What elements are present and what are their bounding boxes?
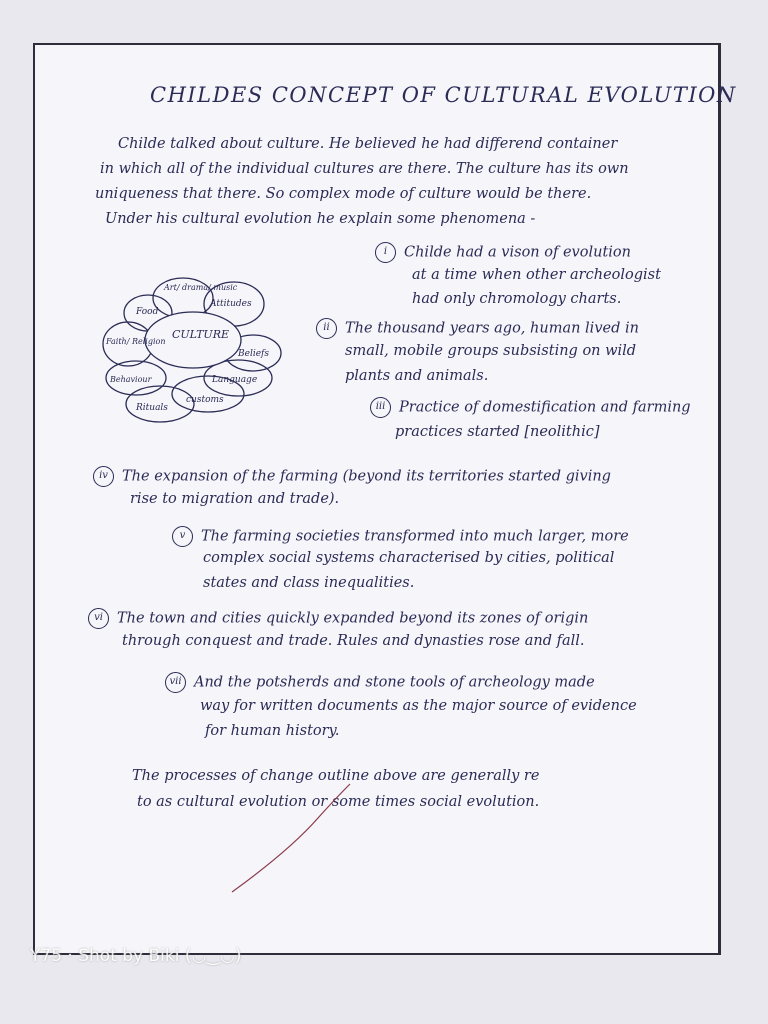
- petal-art: Art/ drama/ music: [164, 283, 238, 292]
- point-v: v The farming societies transformed into much larger, more: [172, 526, 629, 547]
- point-number: ii: [316, 318, 337, 339]
- petal-behaviour: Behaviour: [110, 375, 152, 384]
- conclusion-line-1: The processes of change outline above are generally re: [132, 768, 540, 784]
- diagram-center: CULTURE: [172, 328, 230, 341]
- point-iii-line-2: practices started [neolithic]: [395, 424, 600, 440]
- point-v-line-3: states and class inequalities.: [203, 575, 415, 591]
- point-number: vii: [165, 672, 186, 693]
- point-i-line-2: at a time when other archeologist: [412, 267, 661, 283]
- point-vi-line-2: through conquest and trade. Rules and dynasties rose and fall.: [122, 633, 585, 649]
- point-vii: vii And the potsherds and stone tools of archeology made: [165, 672, 595, 693]
- point-ii-line-2: small, mobile groups subsisting on wild: [345, 343, 637, 359]
- petal-beliefs: Beliefs: [238, 349, 269, 359]
- point-iv-line-2: rise to migration and trade).: [130, 491, 340, 507]
- camera-watermark: Y75 · Shot by Biki (◡‿◡): [30, 946, 242, 966]
- petal-faith: Faith/ Religion: [106, 337, 166, 346]
- petal-language: Language: [212, 375, 258, 385]
- point-v-line-2: complex social systems characterised by cities, political: [203, 550, 615, 566]
- point-iv: iv The expansion of the farming (beyond its territories started giving: [93, 466, 611, 487]
- point-number: iv: [93, 466, 114, 487]
- point-number: v: [172, 526, 193, 547]
- petal-customs: customs: [186, 395, 224, 405]
- point-i-line-3: had only chromology charts.: [412, 291, 622, 307]
- petal-rituals: Rituals: [136, 403, 168, 413]
- page-title: CHILDES CONCEPT OF CULTURAL EVOLUTION: [150, 83, 737, 107]
- point-ii: ii The thousand years ago, human lived in: [316, 318, 639, 339]
- point-i: i Childe had a vison of evolution: [375, 242, 631, 263]
- petal-food: Food: [136, 307, 159, 317]
- intro-line-4: Under his cultural evolution he explain some phenomena -: [105, 211, 536, 227]
- intro-line-2: in which all of the individual cultures are there. The culture has its own: [100, 161, 629, 177]
- point-number: iii: [370, 397, 391, 418]
- intro-line-3: uniqueness that there. So complex mode of culture would be there.: [95, 186, 592, 202]
- conclusion-line-2: to as cultural evolution or some times social evolution.: [137, 794, 540, 810]
- point-vii-line-3: for human history.: [205, 723, 340, 739]
- point-number: vi: [88, 608, 109, 629]
- point-iii: iii Practice of domestification and farming: [370, 397, 691, 418]
- point-vi: vi The town and cities quickly expanded beyond its zones of origin: [88, 608, 588, 629]
- point-ii-line-3: plants and animals.: [345, 368, 489, 384]
- point-vii-line-2: way for written documents as the major source of evidence: [200, 698, 637, 714]
- petal-attitudes: Attitudes: [210, 299, 252, 309]
- intro-line-1: Childe talked about culture. He believed he had differend container: [118, 136, 618, 152]
- point-number: i: [375, 242, 396, 263]
